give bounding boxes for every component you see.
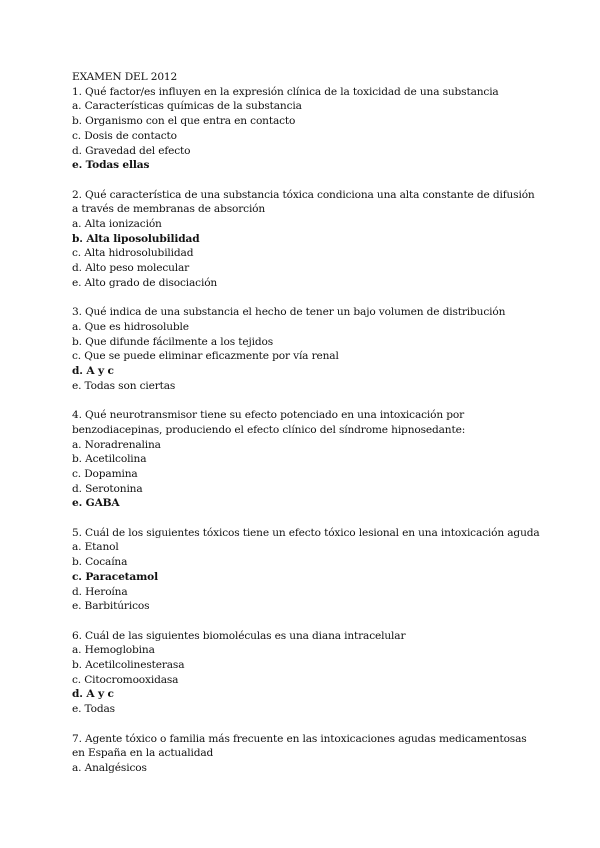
correct-answer-option: b. Alta liposolubilidad <box>72 232 200 245</box>
question-2 <box>72 188 542 291</box>
answer-option: a. Alta ionización <box>72 218 162 231</box>
answer-option: a. Hemoglobina <box>72 644 155 657</box>
answer-option: a. Características químicas de la substancia <box>72 100 302 113</box>
answer-option: a. Que es hidrosoluble <box>72 320 189 333</box>
answer-option: e. Barbitúricos <box>72 600 150 613</box>
correct-answer-option: e. GABA <box>72 497 120 510</box>
answer-option: b. Que difunde fácilmente a los tejidos <box>72 335 273 348</box>
question-4 <box>72 408 542 511</box>
answer-option: b. Organismo con el que entra en contacto <box>72 115 296 128</box>
answer-option: d. Gravedad del efecto <box>72 144 191 157</box>
correct-answer-option: d. A y c <box>72 365 114 378</box>
answer-option: e. Todas son ciertas <box>72 379 176 392</box>
question-text: 1. Qué factor/es influyen en la expresión clínica de la toxicidad de una substancia <box>72 85 499 98</box>
correct-answer-option: c. Paracetamol <box>72 570 158 583</box>
answer-option: b. Cocaína <box>72 556 128 569</box>
answer-option: e. Alto grado de disociación <box>72 276 218 289</box>
answer-option: d. Serotonina <box>72 482 143 495</box>
answer-option: c. Alta hidrosolubilidad <box>72 247 194 260</box>
question-6 <box>72 629 542 717</box>
answer-option: b. Acetilcolina <box>72 453 147 466</box>
question-text: 2. Qué característica de una substancia tóxica condiciona una alta constante de difusión a través de membranas de absorción <box>72 188 535 216</box>
answer-option: d. Alto peso molecular <box>72 262 190 275</box>
question-7 <box>72 732 542 776</box>
question-text: 4. Qué neurotransmisor tiene su efecto potenciado en una intoxicación por benzodiacepinas, produciendo el efecto clínico del síndrome hipnosedante: <box>72 409 466 436</box>
answer-option: b. Acetilcolinesterasa <box>72 659 185 672</box>
question-list <box>72 85 542 776</box>
question-text: 5. Cuál de los siguientes tóxicos tiene un efecto tóxico lesional en una intoxicación aguda <box>72 526 540 539</box>
answer-option: c. Citocromooxidasa <box>72 673 179 686</box>
question-text: 7. Agente tóxico o familia más frecuente en las intoxicaciones agudas medicamentosas en España en la actualidad <box>72 732 527 760</box>
answer-option: a. Noradrenalina <box>72 438 161 451</box>
answer-option: d. Heroína <box>72 585 128 598</box>
question-text: 3. Qué indica de una substancia el hecho de tener un bajo volumen de distribución <box>72 306 506 319</box>
answer-option: e. Todas <box>72 703 115 716</box>
exam-content <box>72 70 542 776</box>
question-text: 6. Cuál de las siguientes biomoléculas es una diana intracelular <box>72 629 406 642</box>
answer-option: c. Que se puede eliminar eficazmente por vía renal <box>72 350 339 363</box>
correct-answer-option: d. A y c <box>72 688 114 701</box>
answer-option: c. Dopamina <box>72 467 138 480</box>
question-1 <box>72 85 542 173</box>
answer-option: c. Dosis de contacto <box>72 129 177 142</box>
question-3 <box>72 305 542 393</box>
question-5 <box>72 526 542 614</box>
exam-title: EXAMEN DEL 2012 <box>72 71 178 83</box>
correct-answer-option: e. Todas ellas <box>72 159 150 172</box>
answer-option: a. Analgésicos <box>72 761 147 774</box>
answer-option: a. Etanol <box>72 541 119 554</box>
